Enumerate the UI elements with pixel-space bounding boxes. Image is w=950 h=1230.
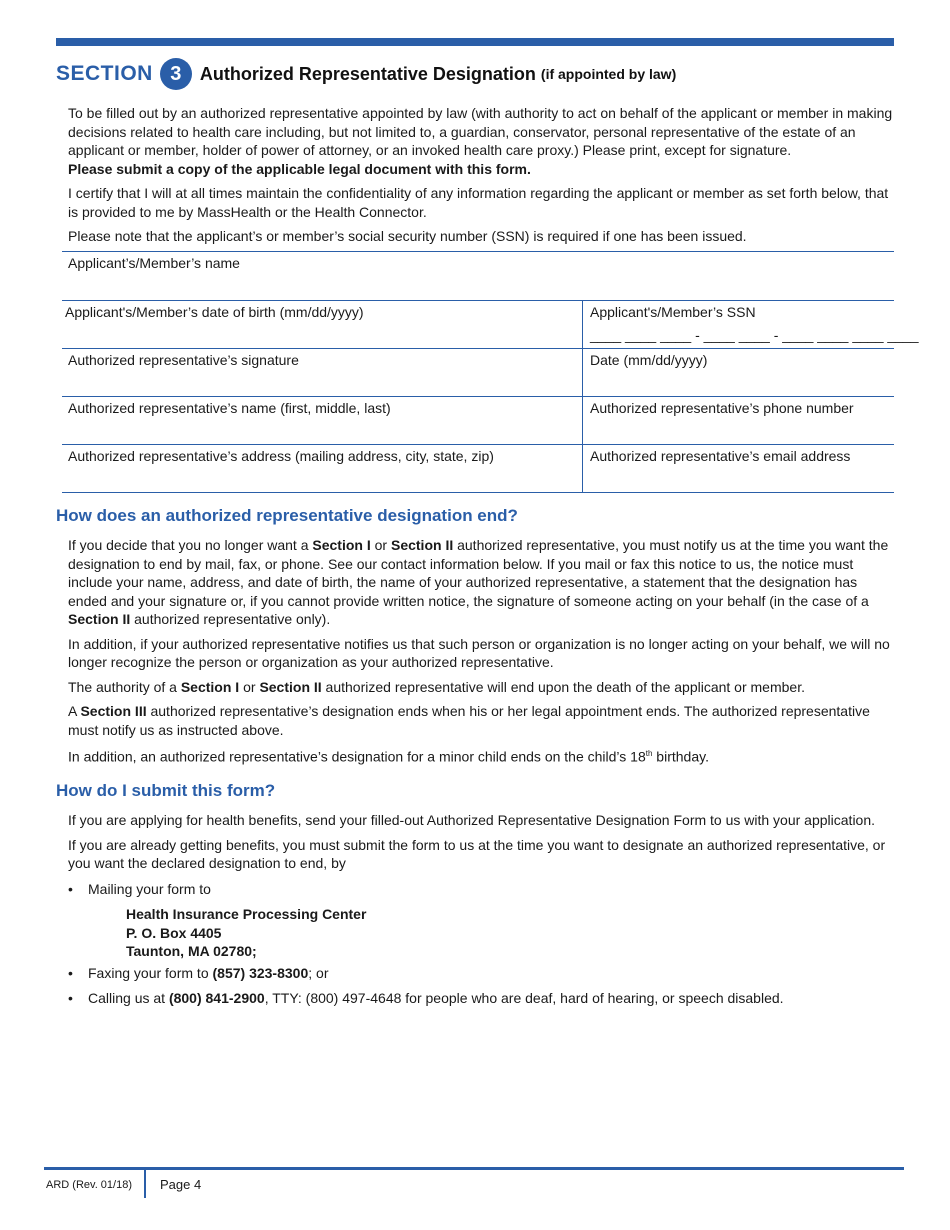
rep-signature-field[interactable]: Authorized representative’s signature (68, 352, 299, 368)
end-paragraph-1: If you decide that you no longer want a Section I or Section II authorized representative, you must notify us at the time you want the designation to end by mail, fax, or phone. See our contact information below. If you mail or fax this notice to us, the notice must include your name, address, and date of birth, the name of your authorized representative, a statement that the designation has ended and your signature or, if you cannot provide written notice, the signature of someone acting on your behalf (in the case of a Section II authorized representative only). (68, 537, 889, 627)
section-number-badge: 3 (160, 58, 192, 90)
mailing-address: Health Insurance Processing Center P. O. Box 4405 Taunton, MA 02780; (126, 906, 367, 959)
section-word: SECTION (56, 62, 153, 85)
section-title: Authorized Representative Designation (199, 63, 536, 84)
submit-paragraph-2: If you are already getting benefits, you must submit the form to us at the time you want to designate an authorized representative, or you want the declared designation to end, by (68, 836, 886, 871)
end-heading: How does an authorized representative designation end? (56, 506, 518, 525)
footer-rule (44, 1167, 904, 1170)
section-subtitle: (if appointed by law) (540, 66, 677, 82)
rep-name-field[interactable]: Authorized representative’s name (first, middle, last) (68, 400, 391, 416)
rep-address-field[interactable]: Authorized representative’s address (mailing address, city, state, zip) (68, 448, 494, 464)
form-rule (62, 348, 894, 349)
form-rule (62, 492, 894, 493)
footer-divider (144, 1170, 146, 1198)
form-column-divider (582, 300, 583, 493)
submit-paragraph-1: If you are applying for health benefits, send your filled-out Authorized Representative Designation Form to us with your application. (68, 812, 876, 828)
date-field[interactable]: Date (mm/dd/yyyy) (590, 352, 708, 368)
phone-number[interactable]: (800) 841-2900 (168, 990, 265, 1006)
end-paragraph-2: In addition, if your authorized representative notifies us that such person or organization is no longer acting on your behalf, we will no longer recognize the person or organization as your authorized representative. (68, 635, 890, 670)
end-paragraph-4: A Section III authorized representative’s designation ends when his or her legal appointment ends. The authorized representative must notify us as instructed above. (68, 703, 870, 738)
submit-heading: How do I submit this form? (56, 781, 276, 800)
intro-paragraph-3: Please note that the applicant’s or member’s social security number (SSN) is required if one has been issued. (68, 228, 747, 244)
form-rule (62, 251, 894, 252)
form-rule (62, 300, 894, 301)
rep-phone-field[interactable]: Authorized representative’s phone number (590, 400, 854, 416)
bullet-mail: • Mailing your form to (68, 881, 211, 897)
member-name-field[interactable]: Applicant’s/Member’s name (68, 255, 240, 271)
member-ssn-field[interactable]: Applicant's/Member’s SSN (590, 304, 756, 320)
intro-legal-document-note: Please submit a copy of the applicable legal document with this form. (68, 160, 531, 177)
member-dob-field[interactable]: Applicant's/Member’s date of birth (mm/dd/yyyy) (65, 304, 364, 320)
intro-paragraph-2: I certify that I will at all times maintain the confidentiality of any information regarding the applicant or member as set forth below, that is provided to me by MassHealth or the Health Connector. (68, 185, 889, 220)
form-id: ARD (Rev. 01/18) (46, 1179, 132, 1191)
top-rule (56, 38, 894, 46)
end-paragraph-3: The authority of a Section I or Section II authorized representative will end upon the death of the applicant or member. (68, 678, 805, 695)
ssn-blanks[interactable]: ____ ____ ____ - ____ ____ - ____ ____ ____ ____ (590, 327, 919, 343)
rep-email-field[interactable]: Authorized representative’s email address (590, 448, 851, 464)
end-text (68, 536, 894, 772)
fax-number[interactable]: (857) 323-8300 (212, 965, 309, 981)
end-paragraph-5: In addition, an authorized representative’s designation for a minor child ends on the child’s 18th birthday. (68, 748, 709, 765)
section-header (56, 58, 676, 90)
bullet-fax: • Faxing your form to (857) 323-8300; or (68, 965, 329, 981)
form-rule (62, 396, 894, 397)
intro-paragraph-1: To be filled out by an authorized representative appointed by law (with authority to act on behalf of the applicant or member in making decisions related to health care including, but not limited to, a guardian, conservator, personal representative of the estate of an applicant or member, holder of power of attorney, or an invoked health care proxy.) Please print, except for signature. Please submit a copy of the applicable legal document with this form. (68, 105, 893, 177)
form-rule (62, 444, 894, 445)
submit-text (68, 811, 894, 879)
intro-text (68, 104, 894, 252)
page-number: Page 4 (160, 1177, 202, 1192)
bullet-call: • Calling us at (800) 841-2900, TTY: (800) 497-4648 for people who are deaf, hard of hearing, or speech disabled. (68, 990, 784, 1006)
